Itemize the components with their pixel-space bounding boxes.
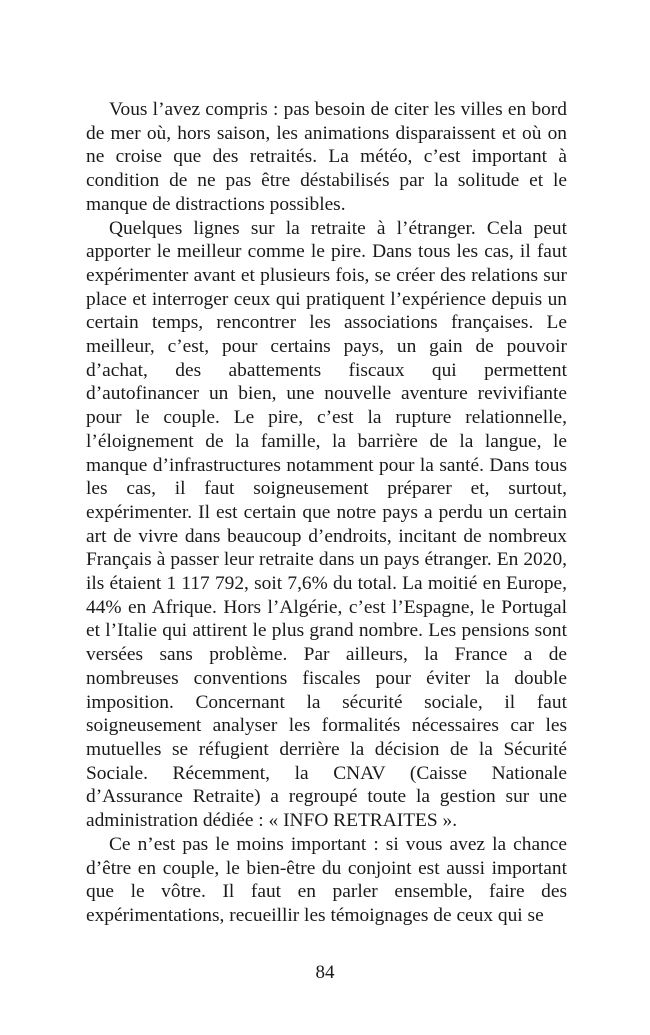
paragraph-1: Vous l’avez compris : pas besoin de citer les villes en bord de mer où, hors saison, les animations disparaissent et où on ne croise que des retraités. La météo, c’est important à condition de ne pas être déstabilisés par la solitude et le manque de distractions possibles. [86, 99, 567, 215]
paragraph-2: Quelques lignes sur la retraite à l’étranger. Cela peut apporter le meilleur comme le pire. Dans tous les cas, il faut expérimenter avant et plusieurs fois, se créer des relations sur place et interroger ceux qui pratiquent l’expérience depuis un certain temps, rencontrer les associations françaises. Le meilleur, c’est, pour certains pays, un gain de pouvoir d’achat, des abattements fiscaux qui permettent d’autofinancer un bien, une nouvelle aventure revivifiante pour le couple. Le pire, c’est la rupture relationnelle, l’éloignement de la famille, la barrière de la langue, le manque d’infrastructures notamment pour la santé. Dans tous les cas, il faut soigneusement préparer et, surtout, expérimenter. Il est certain que notre pays a perdu un certain art de vivre dans beaucoup d’endroits, incitant de nombreux Français à passer leur retraite dans un pays étranger. En 2020, ils étaient 1 117 792, soit 7,6% du total. La moitié en Europe, 44% en Afrique. Hors l’Algérie, c’est l’Espagne, le Portugal et l’Italie qui attirent le plus grand nombre. Les pensions sont versées sans problème. Par ailleurs, la France a de nombreuses conventions fiscales pour éviter la double imposition. Concernant la sécurité sociale, il faut soigneusement analyser les formalités nécessaires car les mutuelles se réfugient derrière la décision de la Sécurité Sociale. Récemment, la CNAV (Caisse Nationale d’Assurance Retraite) a regroupé toute la gestion sur une administration dédiée : « INFO RETRAITES ». [86, 217, 567, 832]
body-text [86, 98, 567, 928]
paragraph-3: Ce n’est pas le moins important : si vous avez la chance d’être en couple, le bien-être du conjoint est aussi important que le vôtre. Il faut en parler ensemble, faire des expérimentations, recueillir les témoignages de ceux qui se [86, 833, 567, 926]
page-number: 84 [315, 962, 335, 983]
